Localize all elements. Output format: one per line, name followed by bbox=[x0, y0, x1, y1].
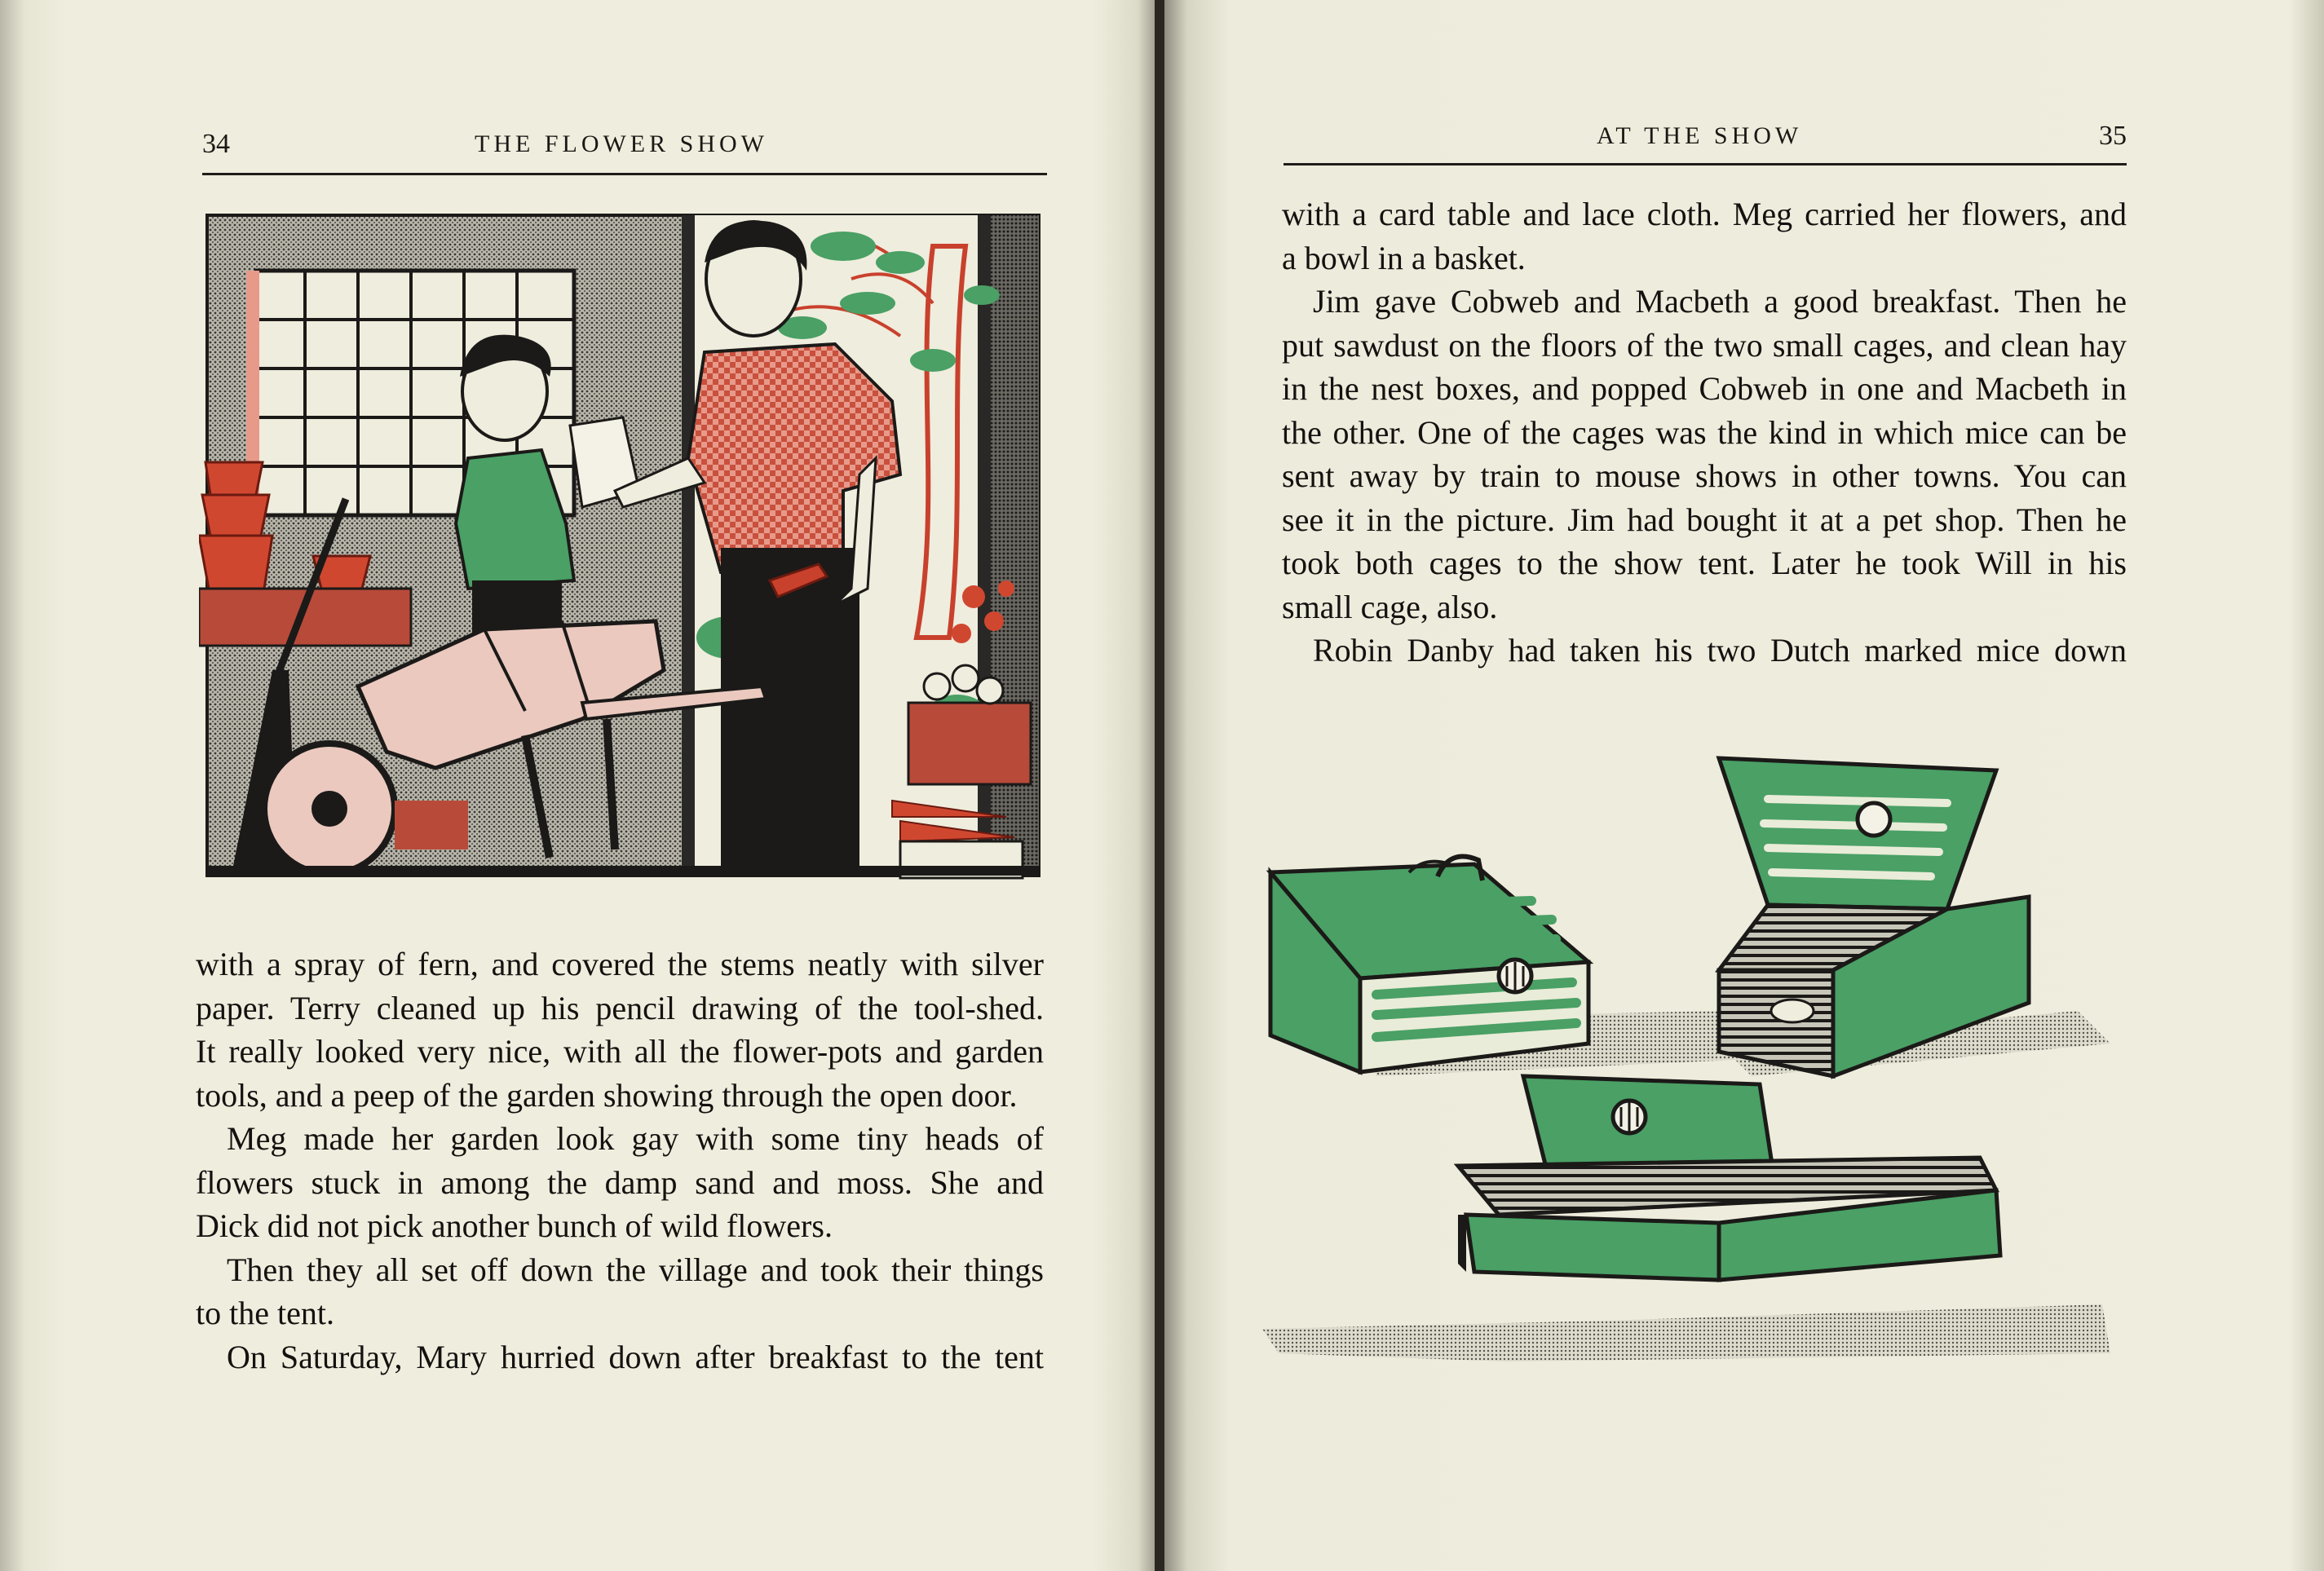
right-page-number: 35 bbox=[2099, 121, 2127, 151]
text-line: in the nest boxes, and popped Cobweb in one and Macbeth in bbox=[1282, 370, 2127, 407]
text-line: the other. One of the cages was the kind in which mice can be bbox=[1282, 413, 2127, 451]
text-line: It really looked very nice, with all the flower-pots and garden bbox=[196, 1033, 1044, 1070]
text-line: sent away by train to mouse shows in other towns. You can bbox=[1282, 457, 2127, 494]
text-line: put sawdust on the floors of the two small cages, and clean hay bbox=[1282, 326, 2127, 364]
left-page bbox=[0, 0, 1155, 1571]
right-page bbox=[1164, 0, 2324, 1571]
right-running-head: AT THE SHOW bbox=[1597, 122, 1803, 149]
mouse-cages-illustration bbox=[1262, 734, 2176, 1386]
text-line: took both cages to the show tent. Later he took Will in his bbox=[1282, 545, 2127, 581]
right-body-text bbox=[1282, 192, 2127, 673]
right-header-rule bbox=[1284, 163, 2127, 165]
text-line: with a spray of fern, and covered the stems neatly with silver bbox=[196, 946, 1044, 982]
text-line: with a card table and lace cloth. Meg carried her flowers, and bbox=[1282, 196, 2127, 232]
text-line: tools, and a peep of the garden showing through the open door. bbox=[196, 1076, 1018, 1114]
text-line: paper. Terry cleaned up his pencil drawing of the tool-shed. bbox=[196, 989, 1044, 1026]
text-line: Then they all set off down the village and took their things bbox=[227, 1251, 1044, 1288]
left-header-rule bbox=[202, 173, 1047, 175]
text-line: On Saturday, Mary hurried down after breakfast to the tent bbox=[227, 1338, 1044, 1375]
text-line: Meg made her garden look gay with some tiny heads of bbox=[227, 1120, 1044, 1157]
text-line: Dick did not pick another bunch of wild flowers. bbox=[196, 1207, 833, 1244]
text-line: to the tent. bbox=[196, 1295, 334, 1331]
text-line: small cage, also. bbox=[1282, 588, 1498, 625]
tool-shed-illustration bbox=[199, 214, 1047, 882]
text-line: see it in the picture. Jim had bought it at a pet shop. Then he bbox=[1282, 501, 2127, 538]
left-running-head: THE FLOWER SHOW bbox=[475, 130, 768, 157]
text-line: Robin Danby had taken his two Dutch marked mice down bbox=[1313, 632, 2127, 669]
book-gutter bbox=[1155, 0, 1164, 1571]
left-page-number: 34 bbox=[202, 129, 230, 159]
text-line: a bowl in a basket. bbox=[1282, 239, 1526, 276]
text-line: Jim gave Cobweb and Macbeth a good breakfast. Then he bbox=[1313, 283, 2127, 320]
left-body-text bbox=[196, 942, 1044, 1379]
text-line: flowers stuck in among the damp sand and moss. She and bbox=[196, 1163, 1044, 1201]
